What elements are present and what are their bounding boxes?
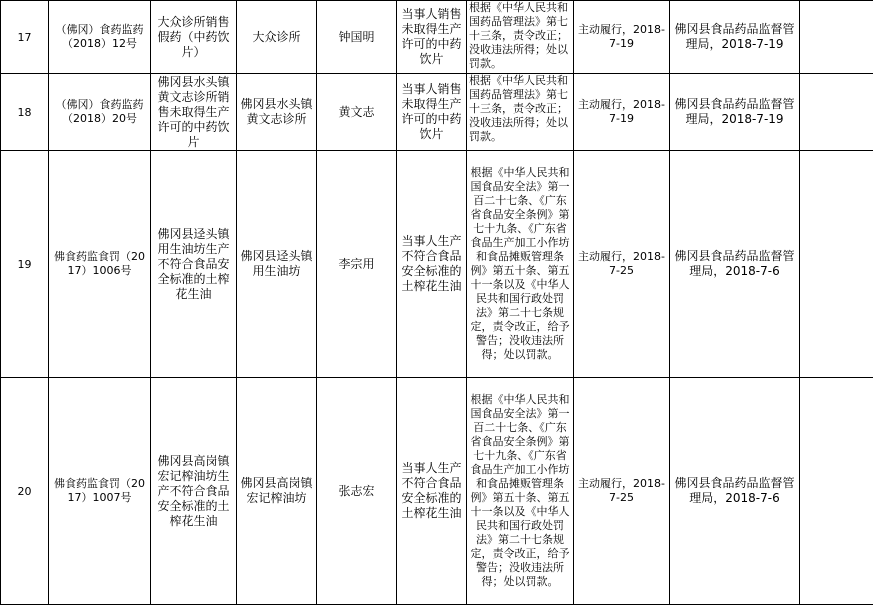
penalty-authority: 佛冈县食品药品监督管理局，2018-7-19 xyxy=(670,1,800,74)
case-name: 佛冈县迳头镇用生油坊生产不符合食品安全标准的土榨花生油 xyxy=(151,151,237,378)
case-name: 佛冈县高岗镇宏记榨油坊生产不符合食品安全标准的土榨花生油 xyxy=(151,378,237,605)
penalty-authority: 佛冈县食品药品监督管理局，2018-7-19 xyxy=(670,74,800,151)
remarks-cell xyxy=(800,1,873,74)
row-number: 17 xyxy=(1,1,49,74)
execution-status: 主动履行，2018-7-25 xyxy=(574,378,670,605)
legal-representative: 张志宏 xyxy=(317,378,397,605)
document-number: （佛冈）食药监药（2018）12号 xyxy=(49,1,151,74)
party-name: 佛冈县水头镇黄文志诊所 xyxy=(237,74,317,151)
row-number: 18 xyxy=(1,74,49,151)
case-name: 大众诊所销售假药（中药饮片） xyxy=(151,1,237,74)
table-row xyxy=(1,151,873,378)
table-row xyxy=(1,378,873,605)
violation-fact: 当事人销售未取得生产许可的中药饮片 xyxy=(397,1,467,74)
execution-status: 主动履行，2018-7-25 xyxy=(574,151,670,378)
party-name: 佛冈县高岗镇宏记榨油坊 xyxy=(237,378,317,605)
violation-fact: 当事人销售未取得生产许可的中药饮片 xyxy=(397,74,467,151)
table-row xyxy=(1,1,873,74)
party-name: 佛冈县迳头镇用生油坊 xyxy=(237,151,317,378)
legal-representative: 黄文志 xyxy=(317,74,397,151)
row-number: 19 xyxy=(1,151,49,378)
penalty-basis: 根据《中华人民共和国食品安全法》第一百二十七条、《广东省食品安全条例》第七十九条、《广东省食品生产加工小作坊和食品摊贩管理条例》第五十条、第五十一条以及《中华人民共和国行政处罚法》第二十七条规定，责令改正，给予警告；没收违法所得；处以罚款。 xyxy=(467,151,574,378)
document-number: 佛食药监食罚（2017）1007号 xyxy=(49,378,151,605)
penalty-basis: 根据《中华人民共和国食品安全法》第一百二十七条、《广东省食品安全条例》第七十九条、《广东省食品生产加工小作坊和食品摊贩管理条例》第五十条、第五十一条以及《中华人民共和国行政处罚法》第二十七条规定，责令改正，给予警告；没收违法所得；处以罚款。 xyxy=(467,378,574,605)
document-number: （佛冈）食药监药（2018）20号 xyxy=(49,74,151,151)
remarks-cell xyxy=(800,378,873,605)
violation-fact: 当事人生产不符合食品安全标准的土榨花生油 xyxy=(397,151,467,378)
remarks-cell xyxy=(800,74,873,151)
penalty-basis: 根据《中华人民共和国药品管理法》第七十三条，责令改正；没收违法所得；处以罚款。 xyxy=(467,1,574,74)
case-name: 佛冈县水头镇黄文志诊所销售未取得生产许可的中药饮片 xyxy=(151,74,237,151)
execution-status: 主动履行，2018-7-19 xyxy=(574,74,670,151)
document-number: 佛食药监食罚（2017）1006号 xyxy=(49,151,151,378)
legal-representative: 李宗用 xyxy=(317,151,397,378)
remarks-cell xyxy=(800,151,873,378)
legal-representative: 钟国明 xyxy=(317,1,397,74)
penalty-authority: 佛冈县食品药品监督管理局，2018-7-6 xyxy=(670,378,800,605)
penalty-basis: 根据《中华人民共和国药品管理法》第七十三条，责令改正；没收违法所得；处以罚款。 xyxy=(467,74,574,151)
row-number: 20 xyxy=(1,378,49,605)
penalty-authority: 佛冈县食品药品监督管理局，2018-7-6 xyxy=(670,151,800,378)
party-name: 大众诊所 xyxy=(237,1,317,74)
table-row xyxy=(1,74,873,151)
violation-fact: 当事人生产不符合食品安全标准的土榨花生油 xyxy=(397,378,467,605)
execution-status: 主动履行，2018-7-19 xyxy=(574,1,670,74)
